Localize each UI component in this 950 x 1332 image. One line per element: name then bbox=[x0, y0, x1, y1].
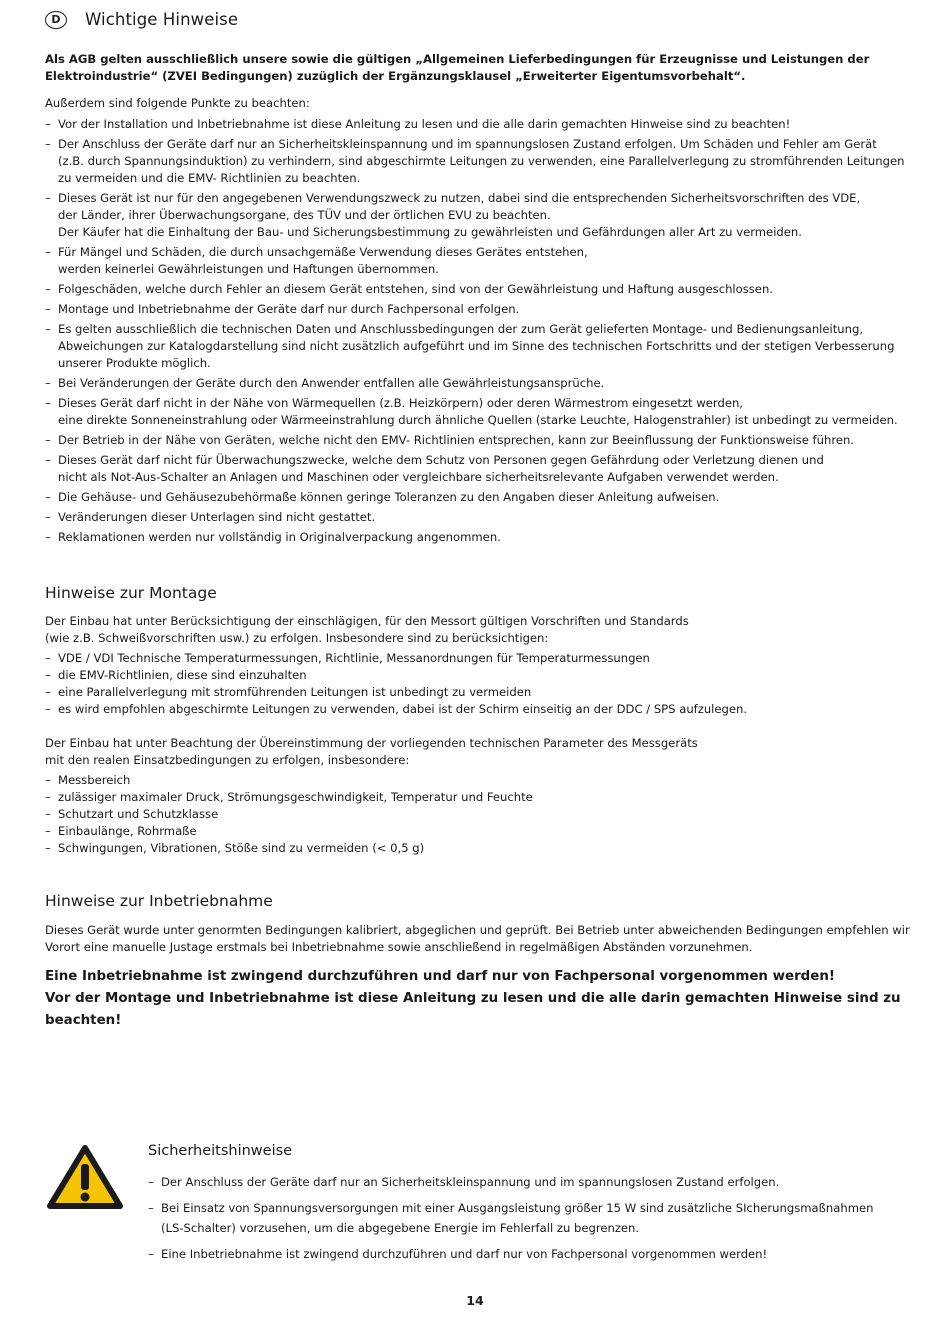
inbetriebnahme-heading: Hinweise zur Inbetriebnahme bbox=[45, 892, 273, 910]
montage-heading: Hinweise zur Montage bbox=[45, 584, 217, 602]
page-number: 14 bbox=[466, 1293, 484, 1308]
list-item: – Der Anschluss der Geräte darf nur an Sicherheitskleinspannung und im spannungslosen Zustand erfolgen. Um Schäden und Fehler am Gerät (z.B. durch Spannungsinduktion) zu verhindern, sind abgeschirmte Leitungen zu verwenden, eine Parallelverlegung zu stromführenden Leitungen zu vermeiden und die EMV- Richtlinien zu beachten. bbox=[45, 136, 911, 187]
montage-list-1 bbox=[45, 650, 911, 718]
list-item: – Der Betrieb in der Nähe von Geräten, welche nicht den EMV- Richtlinien entsprechen, kann zur Beeinflussung der Funktionsweise führen. bbox=[45, 432, 911, 449]
montage-paragraph-1: Der Einbau hat unter Berücksichtigung der einschlägigen, für den Messort gültigen Vorschriften und Standards (wie z.B. Schweißvorschriften usw.) zu erfolgen. Insbesondere sind zu berücksichtigen: bbox=[45, 614, 689, 645]
list-item: – Schutzart und Schutzklasse bbox=[45, 806, 911, 823]
list-item: – es wird empfohlen abgeschirmte Leitungen zu verwenden, dabei ist der Schirm einseitig an der DDC / SPS aufzulegen. bbox=[45, 701, 911, 718]
inbetriebnahme-warning: Eine Inbetriebnahme ist zwingend durchzuführen und darf nur von Fachpersonal vorgenommen werden! Vor der Montage und Inbetriebnahme ist diese Anleitung zu lesen und die alle darin gemachten Hinweise sind zu beachten! bbox=[45, 969, 901, 1028]
list-item: – Dieses Gerät darf nicht in der Nähe von Wärmequellen (z.B. Heizkörpern) oder deren Wärmestrom eingesetzt werden, eine direkte Sonneneinstrahlung oder Wärmeeinstrahlung durch ähnliche Quellen (starke Leuchte, Halogenstrahler) ist unbedingt zu vermeiden. bbox=[45, 395, 911, 429]
list-item: – Bei Einsatz von Spannungsversorgungen mit einer Ausgangsleistung größer 15 W sind zusätzliche SIcherungsmaßnahmen (LS-Schalter) vorzusehen, um die abgegebene Energie im Fehlerfall zu begrenzen. bbox=[148, 1198, 908, 1238]
page-title: Wichtige Hinweise bbox=[85, 10, 239, 29]
list-item: – Der Anschluss der Geräte darf nur an Sicherheitskleinspannung und im spannungslosen Zustand erfolgen. bbox=[148, 1172, 908, 1192]
list-item: – VDE / VDI Technische Temperaturmessungen, Richtlinie, Messanordnungen für Temperaturmessungen bbox=[45, 650, 911, 667]
list-item: – Eine Inbetriebnahme ist zwingend durchzuführen und darf nur von Fachpersonal vorgenommen werden! bbox=[148, 1244, 908, 1264]
safety-section bbox=[148, 1143, 908, 1270]
list-item: – Es gelten ausschließlich die technischen Daten und Anschlussbedingungen der zum Gerät gelieferten Montage- und Bedienungsanleitung, Abweichungen zur Katalogdarstellung sind nicht zusätzlich aufgeführt und im Sinne des technischen Fortschritts und der stetigen Verbesserung unserer Produkte möglich. bbox=[45, 321, 911, 372]
montage-paragraph-2: Der Einbau hat unter Beachtung der Übereinstimmung der vorliegenden technischen Parameter des Messgeräts mit den realen Einsatzbedingungen zu erfolgen, insbesondere: bbox=[45, 736, 698, 767]
list-item: – Veränderungen dieser Unterlagen sind nicht gestattet. bbox=[45, 509, 911, 526]
list-item: – Reklamationen werden nur vollständig in Originalverpackung angenommen. bbox=[45, 529, 911, 546]
list-item: – Vor der Installation und Inbetriebnahme ist diese Anleitung zu lesen und die alle darin gemachten Hinweise sind zu beachten! bbox=[45, 116, 911, 133]
safety-list bbox=[148, 1172, 908, 1264]
intro-text: Außerdem sind folgende Punkte zu beachten: bbox=[45, 96, 310, 110]
list-item: – Dieses Gerät ist nur für den angegebenen Verwendungszweck zu nutzen, dabei sind die entsprechenden Sicherheitsvorschriften des VDE, der Länder, ihrer Überwachungsorgane, des TÜV und der örtlichen EVU zu beachten. Der Käufer hat die Einhaltung der Bau- und Sicherungsbestimmung zu gewährleisten und Gefährdungen aller Art zu vermeiden. bbox=[45, 190, 911, 241]
list-item: – Einbaulänge, Rohrmaße bbox=[45, 823, 911, 840]
list-item: – Für Mängel und Schäden, die durch unsachgemäße Verwendung dieses Gerätes entstehen, werden keinerlei Gewährleistungen und Haftungen übernommen. bbox=[45, 244, 911, 278]
list-item: – Messbereich bbox=[45, 772, 911, 789]
list-item: – Dieses Gerät darf nicht für Überwachungszwecke, welche dem Schutz von Personen gegen Gefährdung oder Verletzung dienen und nicht als Not-Aus-Schalter an Anlagen und Maschinen oder vergleichbare sicherheitsrelevante Aufgaben verwendet werden. bbox=[45, 452, 911, 486]
list-item: – Schwingungen, Vibrationen, Stöße sind zu vermeiden (< 0,5 g) bbox=[45, 840, 911, 857]
list-item: – eine Parallelverlegung mit stromführenden Leitungen ist unbedingt zu vermeiden bbox=[45, 684, 911, 701]
list-item: – Montage und Inbetriebnahme der Geräte darf nur durch Fachpersonal erfolgen. bbox=[45, 301, 911, 318]
language-badge: D bbox=[45, 11, 67, 29]
list-item: – Die Gehäuse- und Gehäusezubehörmaße können geringe Toleranzen zu den Angaben dieser Anleitung aufweisen. bbox=[45, 489, 911, 506]
important-notes-list bbox=[45, 116, 911, 549]
montage-list-2 bbox=[45, 772, 911, 857]
page-header bbox=[45, 10, 238, 29]
warning-triangle-icon bbox=[46, 1144, 124, 1214]
list-item: – die EMV-Richtlinien, diese sind einzuhalten bbox=[45, 667, 911, 684]
safety-heading: Sicherheitshinweise bbox=[148, 1143, 293, 1159]
list-item: – zulässiger maximaler Druck, Strömungsgeschwindigkeit, Temperatur und Feuchte bbox=[45, 789, 911, 806]
inbetriebnahme-paragraph: Dieses Gerät wurde unter genormten Bedingungen kalibriert, abgeglichen und geprüft. Bei Betrieb unter abweichenden Bedingungen empfehlen wir Vorort eine manuelle Justage erstmals bei Inbetriebnahme sowie anschließend in regelmäßigen Abständen vorzunehmen. bbox=[45, 923, 910, 954]
list-item: – Bei Veränderungen der Geräte durch den Anwender entfallen alle Gewährleistungsansprüche. bbox=[45, 375, 911, 392]
list-item: – Folgeschäden, welche durch Fehler an diesem Gerät entstehen, sind von der Gewährleistung und Haftung ausgeschlossen. bbox=[45, 281, 911, 298]
agb-paragraph: Als AGB gelten ausschließlich unsere sowie die gültigen „Allgemeinen Lieferbedingungen für Erzeugnisse und Leistungen der Elektroindustrie“ (ZVEI Bedingungen) zuzüglich der Ergänzungsklausel „Erweiterter Eigentumsvorbehalt“. bbox=[45, 52, 870, 83]
